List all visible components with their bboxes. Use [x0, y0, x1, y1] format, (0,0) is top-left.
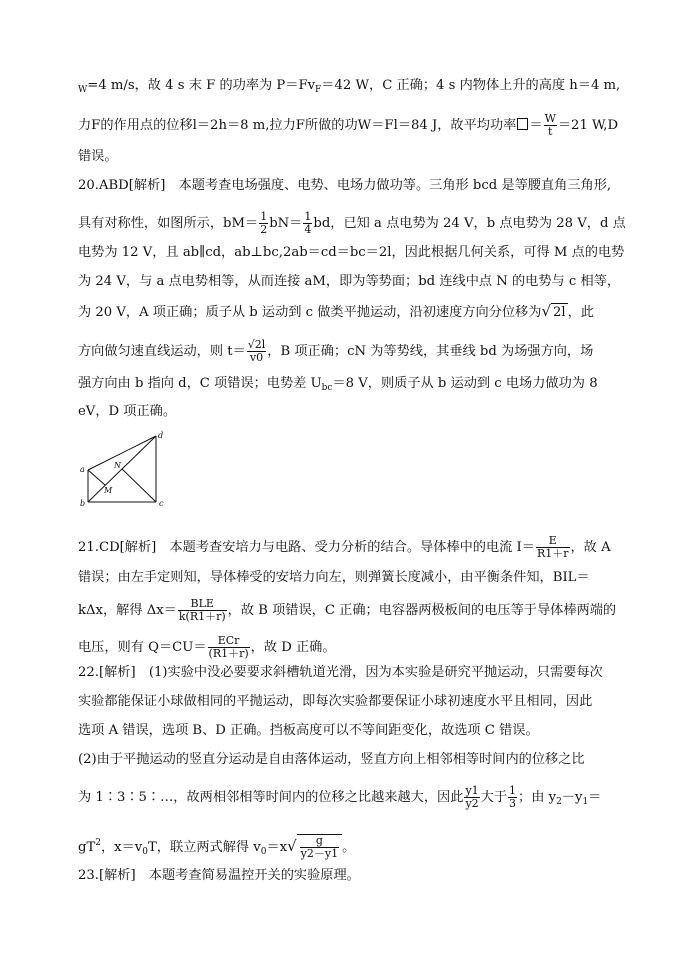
text-span: =4 m/s，故 4 s 末 F 的功率为 P＝Fv: [87, 78, 316, 93]
text-line: 22.[解析] (1)实验中没必要要求斜槽轨道光滑，因为本实验是研究平抛运动，只需要每次: [78, 665, 603, 680]
text-line: kΔx，解得 Δx＝ $\frac{\text{BLE}}{k(R1+r)}$ ，故 B 项错误，C 正确；电容器两极板间的电压等于导体棒两端的: [78, 597, 617, 623]
label-n: N: [114, 461, 121, 470]
text-line: 23.[解析] 本题考查简易温控开关的实验原理。: [78, 868, 360, 883]
text-line: 为 1∶3∶5∶…，故两相邻相等时间内的位移之比越来越大，因此 $\frac{y1}{y2}$ 大于 $\frac{1}{3}$ ；由 $y_2-y_1=$: [78, 784, 602, 810]
text-line: 具有对称性，如图所示，bM＝ $\frac{1}{2}$ bN＝ $\frac{1}{4}$ bd，已知 a 点电势为 24 V，b 点电势为 28 V，d 点: [78, 210, 626, 236]
subscript: F: [315, 85, 322, 95]
text-line: 错误；由左手定则知，导体棒受的安培力向左，则弹簧长度减小，由平衡条件知，BIL＝: [78, 570, 590, 585]
text-line: [78, 77, 620, 99]
fraction: $\frac{g}{y2-y1}$: [300, 834, 339, 860]
fraction: $\frac{1}{2}$: [260, 210, 268, 236]
fraction: $\frac{\text{ECr}}{(R1+r)}$: [208, 634, 249, 660]
text-line: 电势为 12 V，且 ab∥cd，ab⊥bc,2ab＝cd＝bc＝2l，因此根据几何关系，可得 M 点的电势: [78, 245, 625, 260]
text-span: ＝42 W，C 正确；4 s 内物体上升的高度 h＝4 m,: [321, 78, 621, 93]
text-line: 错误。: [78, 149, 118, 164]
text-line: 选项 A 错误，选项 B、D 正确。挡板高度可以不等间距变化，故选项 C 错误。: [78, 723, 539, 738]
text-line: eV，D 项正确。: [78, 404, 177, 419]
fraction: $\frac{√2l}{v0}$: [247, 338, 266, 364]
text-line: 为 24 V，与 a 点电势相等，从而连接 aM，即为等势面；bd 连线中点 N 的电势与 c 相等，: [78, 274, 621, 289]
text-line: 为 20 V，A 项正确；质子从 b 运动到 c 做类平抛运动，沿初速度方向分位移为√ 2l ，此: [78, 302, 594, 320]
text-span: 力F的作用点的位移l＝2h＝8 m,拉力F所做的功W＝Fl＝84 J，故平均功率: [78, 118, 517, 133]
text-line: $gT^2$，$x=v_0T$，联立两式解得 $v_0=x√$ $\frac{g}{y2-y1}$ 。: [78, 834, 356, 860]
fraction: $\frac{y1}{y2}$: [465, 784, 479, 810]
text-line: 电压，则有 Q＝CU＝ $\frac{\text{ECr}}{(R1+r)}$ ，故 D 正确。: [78, 634, 336, 660]
radical: 2l: [553, 305, 566, 320]
text-line: 方向做匀速直线运动，则 t＝ $\frac{√2l}{v0}$ ，B 项正确；cN 为等势线，其垂线 bd 为场强方向，场: [78, 338, 594, 364]
text-line: (2)由于平抛运动的竖直分运动是自由落体运动，竖直方向上相邻相等时间内的位移之比: [78, 752, 585, 767]
label-a: a: [80, 465, 85, 474]
text-span: ＝21 W,D: [557, 118, 619, 133]
fraction: $\frac{E}{R1+r}$: [536, 534, 569, 560]
subscript: W: [78, 85, 88, 95]
text-line: 强方向由 b 指向 d，C 项错误；电势差 $U_{bc}=8$ V，则质子从 b 运动到 c 电场力做功为 8: [78, 376, 598, 393]
missing-glyph-box: [517, 118, 528, 130]
fraction: $\frac{1}{4}$: [304, 210, 312, 236]
geometry-figure: [76, 428, 166, 508]
text-line: 实验都能保证小球做相同的平抛运动，即每次实验都要保证小球初速度水平且相同，因此: [78, 694, 593, 709]
label-m: M: [104, 486, 113, 495]
text-line: 21.CD[解析] 本题考查安培力与电路、受力分析的结合。导体棒中的电流 I＝ $\frac{E}{R1+r}$ ，故 A: [78, 534, 611, 560]
fraction: $\frac{W}{t}$: [544, 112, 556, 138]
text-line: 力F的作用点的位移l＝2h＝8 m,拉力F所做的功W＝Fl＝84 J，故平均功率 ＝ $\frac{W}{t}$ ＝21 W,D: [78, 112, 619, 138]
label-b: b: [80, 499, 86, 508]
fraction: $\frac{\text{BLE}}{k(R1+r)}$: [178, 597, 226, 623]
text-line: 20.ABD[解析] 本题考查电场强度、电势、电场力做功等。三角形 bcd 是等腰直角三角形,: [78, 178, 612, 193]
fraction: $\frac{1}{3}$: [509, 784, 517, 810]
label-c: c: [159, 499, 164, 508]
label-d: d: [158, 431, 164, 440]
